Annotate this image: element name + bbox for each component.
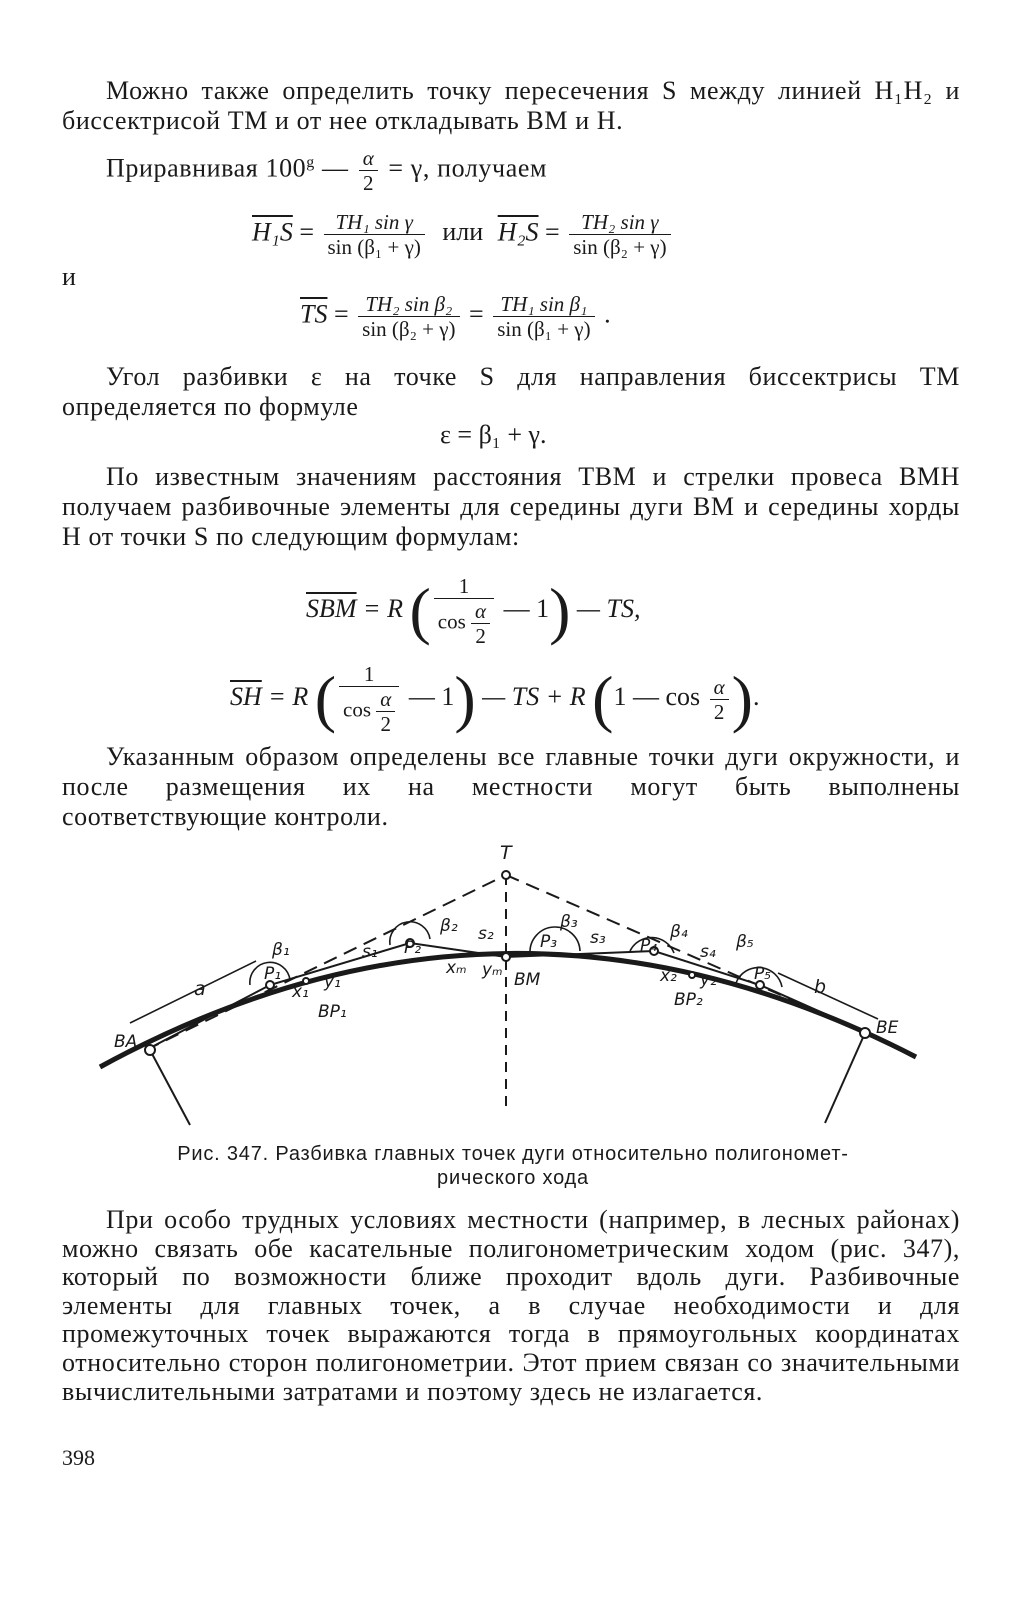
sh-symbol: $\overline{SH}$ <box>230 681 262 711</box>
label-BA: BA <box>114 1032 138 1052</box>
label-y1: y₁ <box>324 972 341 992</box>
h1s-fraction: $\frac{\text{TH₁ sin γ}}{\text{sin (β₁ + γ)}}$ <box>324 210 425 259</box>
minus-sign: — <box>314 153 356 183</box>
paragraph-intersection: Можно также определить точку пересечения S между линией H₁H₂ и биссектрисой TM и от нее откладывать BM и H. <box>62 76 960 135</box>
label-a: a <box>194 978 206 1000</box>
label-beta2: β₂ <box>440 916 458 936</box>
label-BE: BE <box>876 1018 899 1038</box>
label-s2: s₂ <box>478 924 494 944</box>
equation-sh: $\overline{SH} = R$ ( 1 cos $\frac{\alpha}{2}$ — 1) — TS + R (1 — cos $\frac{\alpha}{2}$ ). <box>230 662 760 736</box>
label-BP2: BP₂ <box>674 990 703 1010</box>
equation-sbm: $\overline{SBM} = R$ ( 1 cos $\frac{\alpha}{2}$ — 1) — TS, <box>306 574 641 648</box>
paragraph-main-points: Указанным образом определены все главные точки дуги окружности, и после размещения их на местности могут быть выполнены соответствующие контроли. <box>62 742 960 831</box>
label-x2: x₂ <box>660 966 677 986</box>
grad-sup: g <box>306 153 315 171</box>
label-ym: yₘ <box>482 960 503 980</box>
label-BP1: BP₁ <box>318 1002 347 1022</box>
label-T: T <box>500 842 512 864</box>
label-y2: y₂ <box>700 970 717 990</box>
equating-line <box>106 146 547 195</box>
h1s-symbol: H₁S <box>252 217 293 247</box>
paragraph-difficult-conditions: При особо трудных условиях местности (например, в лесных районах) можно связать обе касательные полигонометрическим ходом (рис. 347), который по возможности ближе проходит вдоль дуги. Разбивочные элементы для главных точек, а в случае необходимости и для промежуточных точек выражаются тогда в прямоугольных координатах относительно сторон полигонометрии. Этот прием связан со значительными вычислительными затратами и поэтому здесь не излагается. <box>62 1205 960 1406</box>
paragraph-angle: Угол разбивки ε на точке S для направления биссектрисы TM определяется по формуле <box>62 362 960 421</box>
or-word: или <box>442 217 484 247</box>
label-BM: BM <box>514 970 541 990</box>
equation-ts: $\overline{TS}$ = $\frac{\text{TH₂ sin β₂}}{\text{sin (β₂ + γ)}}$ = $\frac{\text{TH₁ sin β₁}}{\text{sin (β₁ + γ)}}$ . <box>300 292 611 341</box>
label-beta1: β₁ <box>272 940 290 960</box>
label-P2: P₂ <box>404 938 422 958</box>
label-P1: P₁ <box>264 964 282 984</box>
label-x1: x₁ <box>292 982 309 1002</box>
paragraph-elements: По известным значениям расстояния TBM и стрелки провеса BMH получаем разбивочные элементы для середины дуги BM и середины хорды H от точки S по следующим формулам: <box>62 462 960 551</box>
sh-fraction: 1 cos $\frac{\alpha}{2}$ <box>339 662 399 736</box>
label-beta3: β₃ <box>560 912 578 932</box>
page-number: 398 <box>62 1445 95 1470</box>
equation-h1s-h2s: H₁S = $\frac{\text{TH₁ sin γ}}{\text{sin (β₁ + γ)}}$ или H₂S = $\frac{\text{TH₂ sin γ}}{\text{sin (β₂ + γ)}}$ <box>252 210 674 259</box>
label-s4: s₄ <box>700 942 716 962</box>
alpha-half-fraction: $\frac{\alpha}{2}$ <box>359 146 379 195</box>
radius-lines <box>150 1033 865 1125</box>
ts-fraction-1: $\frac{\text{TH₂ sin β₂}}{\text{sin (β₂ + γ)}}$ <box>358 292 459 341</box>
label-s3: s₃ <box>590 928 606 948</box>
h2s-symbol: H₂S <box>497 217 539 247</box>
figure-caption-line1: Рис. 347. Разбивка главных точек дуги относительно полигономет- <box>177 1143 849 1165</box>
label-s1: s₁ <box>362 942 378 962</box>
and-word: и <box>62 262 77 291</box>
label-P5: P₅ <box>754 964 772 984</box>
ts-fraction-2: $\frac{\text{TH₁ sin β₁}}{\text{sin (β₁ + γ)}}$ <box>493 292 594 341</box>
equation-epsilon: ε = β₁ + γ. <box>440 420 547 449</box>
label-beta5: β₅ <box>736 932 754 952</box>
ts-symbol: $\overline{TS}$ <box>300 299 328 329</box>
label-P4: P₄ <box>640 936 658 956</box>
label-xm: xₘ <box>446 958 467 978</box>
equating-lead: Приравнивая 100 <box>106 153 307 183</box>
figure-caption-line2: рического хода <box>437 1167 589 1189</box>
sbm-fraction: 1 cos $\frac{\alpha}{2}$ <box>434 574 494 648</box>
figure-347-diagram <box>60 835 940 1135</box>
label-b: b <box>814 976 827 998</box>
station-points <box>145 871 870 1055</box>
sbm-symbol: $\overline{SBM}$ <box>306 593 357 623</box>
label-P3: P₃ <box>540 932 558 952</box>
label-beta4: β₄ <box>670 922 688 942</box>
h2s-fraction: $\frac{\text{TH₂ sin γ}}{\text{sin (β₂ + γ)}}$ <box>569 210 670 259</box>
equating-tail: = γ, получаем <box>381 153 548 183</box>
